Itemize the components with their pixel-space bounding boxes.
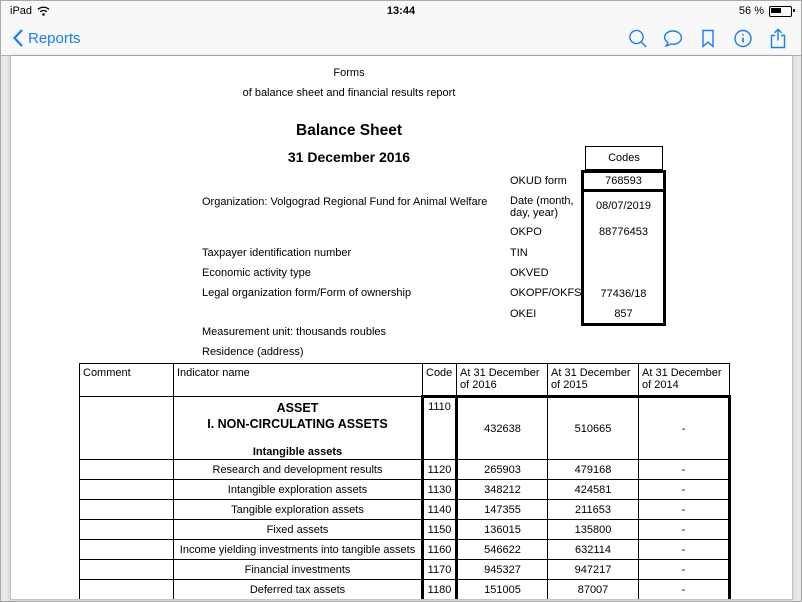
legal-form-label: Legal organization form/Form of ownership	[202, 287, 412, 299]
cell-value-2015: 135800	[548, 520, 639, 540]
cell-comment	[80, 560, 174, 580]
label-tin: TIN	[510, 247, 528, 259]
back-chevron-icon	[12, 28, 24, 48]
code-value-okved	[584, 264, 663, 284]
code-value-date: 08/07/2019	[595, 200, 652, 212]
battery-icon	[769, 6, 792, 17]
bookmark-icon	[697, 27, 719, 50]
cell-value-2016: 432638	[457, 397, 548, 460]
cell-comment	[80, 397, 174, 460]
battery-nub	[793, 9, 795, 12]
cell-value-2016: 136015	[457, 520, 548, 540]
economic-activity-label: Economic activity type	[202, 267, 311, 279]
col-header-2015: At 31 December of 2015	[548, 364, 639, 397]
organization-line: Organization: Volgograd Regional Fund for Animal Welfare	[202, 196, 488, 208]
cell-value-2016: 147355	[457, 500, 548, 520]
share-icon	[767, 27, 789, 50]
col-header-2014: At 31 December of 2014	[639, 364, 730, 397]
table-row	[80, 520, 730, 540]
col-header-code: Code	[423, 364, 457, 397]
cell-value-2015: 87007	[548, 580, 639, 600]
cell-code: 1150	[423, 520, 457, 540]
info-icon	[732, 27, 754, 50]
document-page	[10, 56, 793, 600]
cell-code: 1120	[423, 460, 457, 480]
label-okopf: OKOPF/OKFS	[510, 287, 582, 299]
table-row	[80, 500, 730, 520]
taxpayer-label: Taxpayer identification number	[202, 247, 352, 259]
cell-value-2014: -	[639, 480, 730, 500]
battery-fill	[771, 8, 781, 13]
section-title-asset: ASSET	[276, 401, 319, 415]
cell-value-2016: 546622	[457, 540, 548, 560]
search-button[interactable]	[626, 25, 650, 51]
codes-header-cell: Codes	[585, 146, 663, 170]
cell-indicator-name: Intangible exploration assets	[174, 480, 423, 500]
balance-sheet-table	[79, 363, 731, 600]
cell-code: 1170	[423, 560, 457, 580]
cell-indicator-name: Tangible exploration assets	[174, 500, 423, 520]
table-body	[80, 397, 730, 600]
carrier-label: iPad	[10, 5, 33, 17]
okud-value-cell: 768593	[581, 170, 666, 192]
cell-value-2014: -	[639, 520, 730, 540]
cell-indicator-name: Financial investments	[174, 560, 423, 580]
cell-value-2016: 151005	[457, 580, 548, 600]
nav-actions	[626, 25, 790, 51]
table-row	[80, 460, 730, 480]
cell-indicator-name: Deferred tax assets	[174, 580, 423, 600]
back-button[interactable]	[12, 28, 81, 48]
cell-value-2015: 211653	[548, 500, 639, 520]
code-value-okpo: 88776453	[599, 226, 648, 238]
code-value-tin	[584, 244, 663, 264]
cell-code: 1160	[423, 540, 457, 560]
cell-value-2015: 510665	[548, 397, 639, 460]
cell-value-2014: -	[639, 397, 730, 460]
col-header-2016: At 31 December of 2016	[457, 364, 548, 397]
col-header-comment: Comment	[80, 364, 174, 397]
table-header-row	[80, 364, 730, 397]
table-row-section	[80, 397, 730, 460]
cell-value-2014: -	[639, 540, 730, 560]
cell-value-2014: -	[639, 560, 730, 580]
cell-indicator-name: Income yielding investments into tangible assets	[174, 540, 423, 560]
table-row	[80, 560, 730, 580]
document-canvas[interactable]	[1, 56, 801, 602]
cell-section-indicator	[174, 397, 423, 460]
cell-value-2016: 348212	[457, 480, 548, 500]
cell-value-2015: 424581	[548, 480, 639, 500]
table-row	[80, 480, 730, 500]
battery-percent-label: 56 %	[738, 5, 764, 17]
comment-button[interactable]	[661, 25, 685, 51]
residence-line: Residence (address)	[202, 346, 304, 358]
cell-code: 1140	[423, 500, 457, 520]
cell-comment	[80, 520, 174, 540]
code-value-okopf: 77436/18	[600, 288, 647, 300]
status-time: 13:44	[386, 5, 416, 17]
label-okved: OKVED	[510, 267, 549, 279]
cell-comment	[80, 480, 174, 500]
cell-indicator-name: Research and development results	[174, 460, 423, 480]
cell-value-2015: 947217	[548, 560, 639, 580]
table-row	[80, 580, 730, 600]
bookmark-button[interactable]	[696, 25, 720, 51]
cell-value-2016: 265903	[457, 460, 548, 480]
nav-bar	[1, 21, 801, 56]
comment-bubble-icon	[662, 27, 684, 50]
cell-comment	[80, 460, 174, 480]
cell-comment	[80, 500, 174, 520]
cell-value-2016: 945327	[457, 560, 548, 580]
info-button[interactable]	[731, 25, 755, 51]
cell-code: 1110	[423, 397, 457, 460]
cell-comment	[80, 580, 174, 600]
page-date-title: 31 December 2016	[287, 149, 411, 165]
label-okpo: OKPO	[510, 226, 542, 238]
cell-value-2014: -	[639, 460, 730, 480]
form-line-2: of balance sheet and financial results report	[242, 87, 456, 99]
cell-value-2015: 479168	[548, 460, 639, 480]
label-okei: OKEI	[510, 308, 537, 320]
cell-value-2015: 632114	[548, 540, 639, 560]
col-header-indicator: Indicator name	[174, 364, 423, 397]
cell-value-2014: -	[639, 580, 730, 600]
codes-value-box	[581, 189, 666, 326]
indicator-intangible-assets: Intangible assets	[252, 445, 343, 458]
cell-indicator-name: Fixed assets	[174, 520, 423, 540]
cell-code: 1130	[423, 480, 457, 500]
table-row	[80, 540, 730, 560]
section-title-noncirculating: I. NON-CIRCULATING ASSETS	[207, 417, 388, 432]
code-value-okei: 857	[614, 307, 633, 320]
share-button[interactable]	[766, 25, 790, 51]
measurement-unit-line: Measurement unit: thousands roubles	[202, 326, 387, 338]
status-bar	[1, 1, 801, 21]
search-icon	[627, 27, 649, 50]
form-line-1: Forms	[333, 67, 365, 79]
page-title: Balance Sheet	[296, 122, 402, 139]
back-label: Reports	[28, 29, 81, 47]
label-date: Date (month, day, year)	[510, 195, 574, 219]
label-okud: OKUD form	[510, 175, 567, 187]
cell-code: 1180	[423, 580, 457, 600]
cell-value-2014: -	[639, 500, 730, 520]
cell-comment	[80, 540, 174, 560]
